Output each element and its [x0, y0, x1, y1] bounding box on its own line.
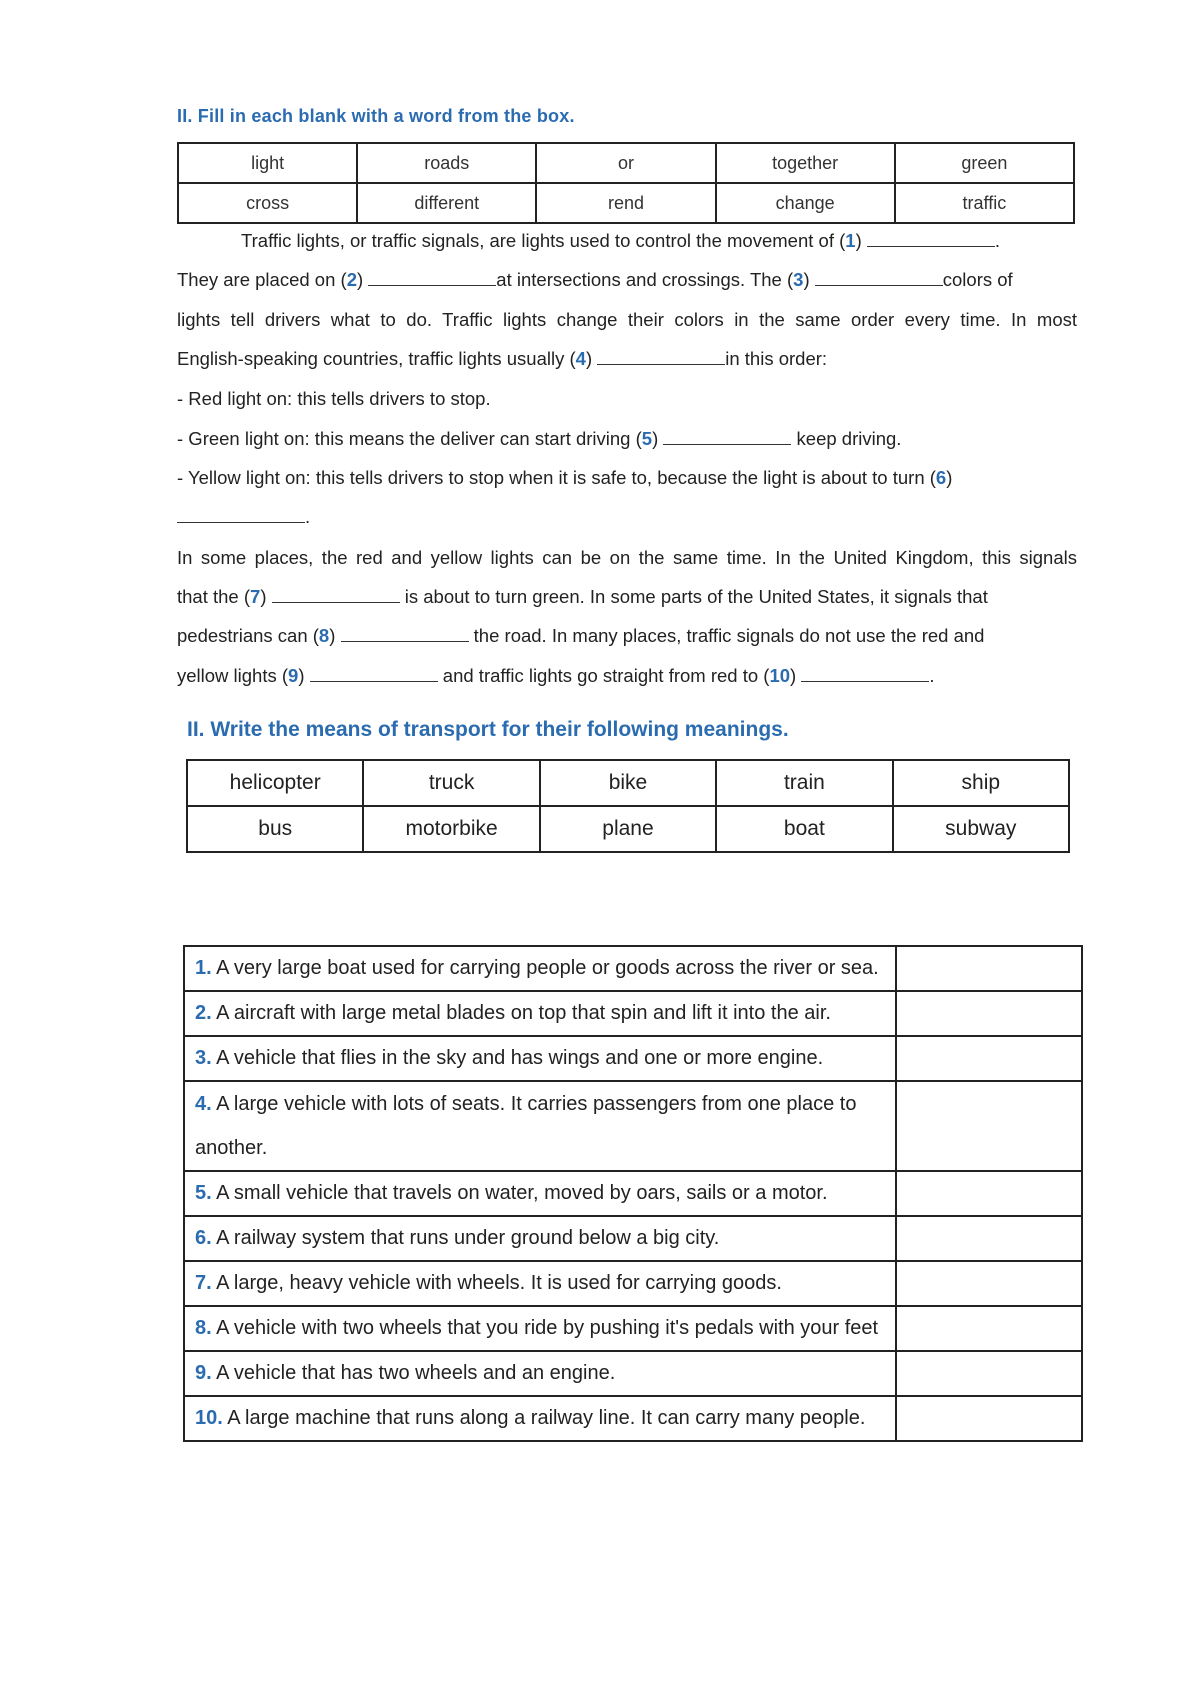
- definition-number: 10.: [195, 1407, 223, 1429]
- word-cell: train: [716, 760, 892, 806]
- definition-number: 6.: [195, 1227, 212, 1249]
- passage-line-11: [177, 624, 1077, 648]
- definition-row: [184, 1081, 1082, 1171]
- passage-text: ): [946, 467, 953, 488]
- word-box-row: [178, 143, 1074, 183]
- passage-line-1: [241, 229, 1077, 253]
- word-cell: cross: [178, 183, 357, 223]
- definition-text: [184, 991, 896, 1036]
- definition-text: [184, 1396, 896, 1441]
- answer-blank-8[interactable]: [341, 627, 469, 642]
- answer-blank-3[interactable]: [815, 271, 943, 286]
- blank-number: 1: [845, 230, 856, 251]
- definition-text: [184, 1171, 896, 1216]
- blank-number: 4: [575, 348, 586, 369]
- answer-blank-6[interactable]: [177, 508, 305, 523]
- passage-text: .: [305, 506, 311, 527]
- definition-sentence: another.: [195, 1137, 268, 1159]
- passage-text: the road. In many places, traffic signals do not use the red and: [473, 625, 985, 646]
- definition-sentence: A large machine that runs along a railway line. It can carry many people.: [227, 1407, 866, 1429]
- passage-line-3: lights tell drivers what to do. Traffic lights change their colors in the same order every time. In most: [177, 309, 1077, 330]
- passage-text: Traffic lights, or traffic signals, are lights used to control the movement of (: [241, 230, 846, 251]
- passage-text: is about to turn green. In some parts of the United States, it signals that: [404, 586, 988, 607]
- passage-text: ): [855, 230, 862, 251]
- word-cell: truck: [363, 760, 539, 806]
- answer-blank-2[interactable]: [368, 271, 496, 286]
- answer-cell[interactable]: [896, 1306, 1082, 1351]
- passage-text: ): [803, 269, 810, 290]
- definition-sentence: A railway system that runs under ground below a big city.: [216, 1227, 720, 1249]
- definition-sentence: A vehicle that has two wheels and an engine.: [216, 1362, 616, 1384]
- definition-text: [184, 1351, 896, 1396]
- passage-text: ): [356, 269, 364, 290]
- definition-row: [184, 1036, 1082, 1081]
- definition-sentence: A small vehicle that travels on water, moved by oars, sails or a motor.: [216, 1182, 828, 1204]
- word-cell: bike: [540, 760, 716, 806]
- answer-cell[interactable]: [896, 1081, 1082, 1171]
- definition-number: 9.: [195, 1362, 212, 1384]
- answer-cell[interactable]: [896, 946, 1082, 991]
- passage-text: ): [652, 428, 659, 449]
- definition-text: [184, 1306, 896, 1351]
- blank-number: 10: [769, 665, 791, 686]
- blank-number: 2: [346, 269, 357, 290]
- definition-sentence: A vehicle with two wheels that you ride by pushing it's pedals with your feet: [216, 1317, 879, 1339]
- passage-line-9: In some places, the red and yellow lights can be on the same time. In the United Kingdom, this signals: [177, 547, 1077, 568]
- word-box: [177, 142, 1075, 224]
- blank-number: 5: [641, 428, 653, 449]
- answer-blank-5[interactable]: [663, 430, 791, 445]
- definition-row: [184, 1261, 1082, 1306]
- definition-number: 5.: [195, 1182, 212, 1204]
- blank-number: 7: [250, 586, 261, 607]
- word-cell: together: [716, 143, 895, 183]
- definition-sentence: A large vehicle with lots of seats. It carries passengers from one place to: [216, 1093, 857, 1115]
- transport-word-box: [186, 759, 1070, 853]
- definition-sentence: A vehicle that flies in the sky and has wings and one or more engine.: [216, 1047, 824, 1069]
- passage-text: and traffic lights go straight from red to (: [442, 665, 770, 686]
- passage-line-4: [177, 347, 1077, 371]
- definition-row: [184, 1306, 1082, 1351]
- passage-text: in this order:: [725, 348, 828, 369]
- word-box-row: [187, 760, 1069, 806]
- passage-text: - Yellow light on: this tells drivers to stop when it is safe to, because the light is about to turn (: [177, 467, 936, 488]
- word-cell: light: [178, 143, 357, 183]
- passage-text: .: [929, 665, 935, 686]
- answer-blank-10[interactable]: [801, 667, 929, 682]
- passage-text: pedestrians can (: [177, 625, 319, 646]
- blank-number: 3: [793, 269, 804, 290]
- passage-text: .: [994, 230, 1001, 251]
- word-cell: traffic: [895, 183, 1074, 223]
- answer-cell[interactable]: [896, 1216, 1082, 1261]
- definition-text: [184, 1216, 896, 1261]
- passage-line-7: [177, 466, 1077, 490]
- definition-number: 1.: [195, 957, 212, 979]
- definition-text: [184, 1261, 896, 1306]
- definition-number: 2.: [195, 1002, 212, 1024]
- passage-line-6: [177, 427, 1077, 451]
- definition-text: [184, 1036, 896, 1081]
- passage-text: - Green light on: this means the deliver can start driving (: [177, 428, 642, 449]
- definition-number: 3.: [195, 1047, 212, 1069]
- definition-number: 8.: [195, 1317, 212, 1339]
- answer-cell[interactable]: [896, 1171, 1082, 1216]
- definition-row: [184, 1171, 1082, 1216]
- word-cell: or: [536, 143, 715, 183]
- passage-text: ): [298, 665, 305, 686]
- answer-cell[interactable]: [896, 1261, 1082, 1306]
- blank-number: 8: [318, 625, 330, 646]
- definition-text: [184, 946, 896, 991]
- passage-text: They are placed on (: [177, 269, 347, 290]
- definition-sentence: A large, heavy vehicle with wheels. It is used for carrying goods.: [216, 1272, 782, 1294]
- passage-text: ): [790, 665, 797, 686]
- answer-cell[interactable]: [896, 1351, 1082, 1396]
- word-cell: ship: [893, 760, 1069, 806]
- passage-text: that the (: [177, 586, 251, 607]
- answer-cell[interactable]: [896, 1036, 1082, 1081]
- passage-line-5: - Red light on: this tells drivers to stop.: [177, 388, 491, 409]
- definition-text: [184, 1081, 896, 1171]
- definition-number: 4.: [195, 1093, 212, 1115]
- answer-cell[interactable]: [896, 991, 1082, 1036]
- answer-blank-1[interactable]: [867, 232, 995, 247]
- blank-number: 9: [288, 665, 299, 686]
- passage-line-10: [177, 585, 1077, 609]
- definition-sentence: A aircraft with large metal blades on top that spin and lift it into the air.: [216, 1002, 831, 1024]
- section1-title: II. Fill in each blank with a word from the box.: [177, 106, 575, 126]
- word-cell: motorbike: [363, 806, 539, 852]
- word-cell: subway: [893, 806, 1069, 852]
- definition-row: [184, 1216, 1082, 1261]
- definition-number: 7.: [195, 1272, 212, 1294]
- definition-row: [184, 991, 1082, 1036]
- word-cell: plane: [540, 806, 716, 852]
- answer-blank-4[interactable]: [597, 350, 725, 365]
- passage-line-8: [177, 505, 1077, 529]
- blank-number: 6: [935, 467, 947, 488]
- word-cell: helicopter: [187, 760, 363, 806]
- answer-blank-9[interactable]: [310, 667, 438, 682]
- word-cell: change: [716, 183, 895, 223]
- passage-text: ): [329, 625, 336, 646]
- definition-row: [184, 946, 1082, 991]
- word-cell: boat: [716, 806, 892, 852]
- passage-text: English-speaking countries, traffic lights usually (: [177, 348, 576, 369]
- passage-text: yellow lights (: [177, 665, 289, 686]
- passage-line-2: [177, 268, 1077, 292]
- section2-title: II. Write the means of transport for their following meanings.: [187, 718, 789, 741]
- passage-line-12: [177, 664, 1077, 688]
- word-box-row: [187, 806, 1069, 852]
- passage-text: colors of: [942, 269, 1013, 290]
- definition-row: [184, 1396, 1082, 1441]
- definitions-table: [183, 945, 1083, 1442]
- word-cell: green: [895, 143, 1074, 183]
- word-cell: roads: [357, 143, 536, 183]
- word-box-row: [178, 183, 1074, 223]
- word-cell: bus: [187, 806, 363, 852]
- definition-row: [184, 1351, 1082, 1396]
- answer-cell[interactable]: [896, 1396, 1082, 1441]
- word-cell: rend: [536, 183, 715, 223]
- passage-text: ): [585, 348, 593, 369]
- definition-sentence: A very large boat used for carrying people or goods across the river or sea.: [216, 957, 879, 979]
- passage-text: ): [260, 586, 267, 607]
- passage-text: keep driving.: [796, 428, 902, 449]
- answer-blank-7[interactable]: [272, 588, 400, 603]
- word-cell: different: [357, 183, 536, 223]
- passage-text: at intersections and crossings. The (: [496, 269, 794, 290]
